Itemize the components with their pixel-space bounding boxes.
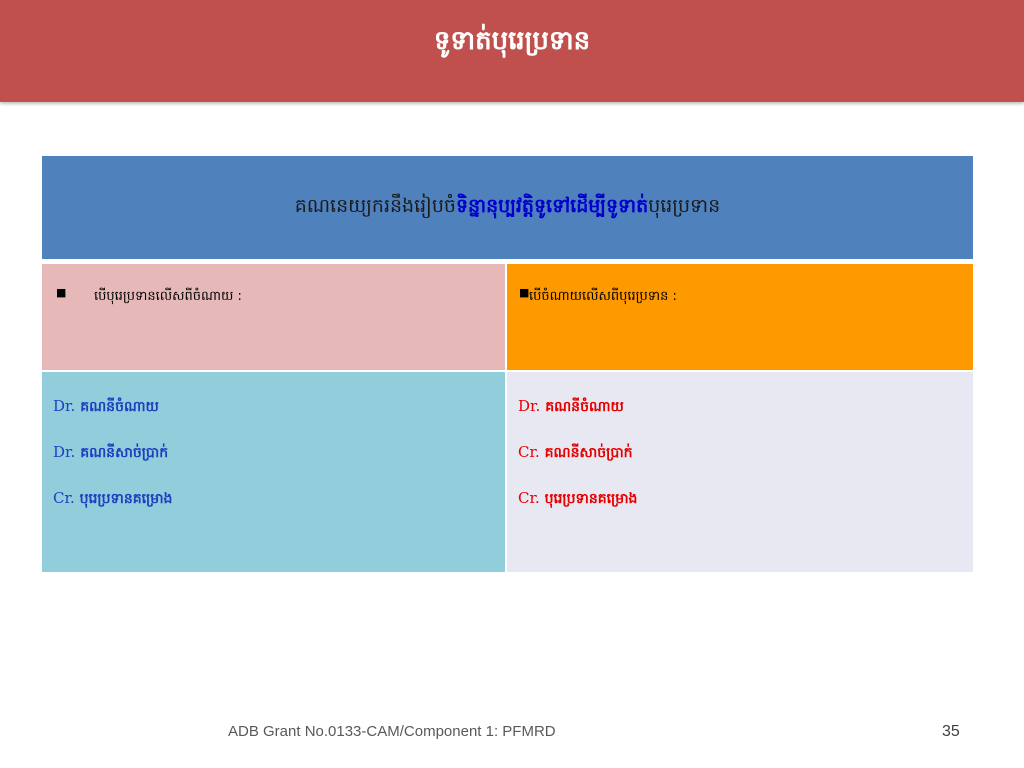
entry-account: គណនីចំណាយ	[545, 399, 624, 415]
journal-entry-table	[42, 156, 973, 572]
list-item	[53, 442, 172, 462]
cell-right-entries	[507, 372, 973, 572]
entry-prefix: Dr.	[53, 397, 76, 415]
header-suffix: បុរេប្រទាន	[648, 194, 721, 217]
bullet-icon: ■	[56, 286, 67, 299]
footer-text: ADB Grant No.0133-CAM/Component 1: PFMRD	[228, 723, 556, 740]
title-bar	[0, 0, 1024, 102]
header-highlight: ទិន្នានុប្បវត្តិទូទៅដើម្បីទូទាត់	[455, 194, 649, 217]
entry-account: គណនីចំណាយ	[80, 399, 159, 415]
cell-advance-exceeds-expense	[42, 264, 507, 370]
cell-left-entries	[42, 372, 507, 572]
entry-prefix: Dr.	[53, 443, 76, 461]
cell-expense-exceeds-advance	[507, 264, 973, 370]
bullet-icon: ■	[519, 286, 530, 299]
slide-title: ទូទាត់បុរេប្រទាន	[433, 26, 591, 56]
condition-label: បើចំណាយលើសពីបុរេប្រទាន :	[529, 289, 677, 304]
entry-account: បុរេប្រទានគម្រោង	[544, 491, 638, 507]
left-entry-list	[53, 396, 172, 534]
list-item	[518, 396, 637, 416]
entry-prefix: Dr.	[518, 397, 541, 415]
list-item	[53, 396, 172, 416]
table-header	[42, 156, 973, 262]
entry-account: គណនីសាច់ប្រាក់	[544, 445, 633, 461]
list-item	[518, 488, 637, 508]
page-number: 35	[942, 723, 960, 740]
header-prefix: គណនេយ្យករនឹងរៀបចំ	[294, 194, 456, 217]
list-item	[518, 442, 637, 462]
entry-account: គណនីសាច់ប្រាក់	[80, 445, 169, 461]
entry-account: បុរេប្រទានគម្រោង	[79, 491, 173, 507]
list-item	[53, 488, 172, 508]
condition-label: បើបុរេប្រទានលើសពីចំណាយ :	[94, 289, 242, 304]
entry-prefix: Cr.	[518, 443, 540, 461]
entry-prefix: Cr.	[53, 489, 75, 507]
right-entry-list	[518, 396, 637, 534]
entry-prefix: Cr.	[518, 489, 540, 507]
